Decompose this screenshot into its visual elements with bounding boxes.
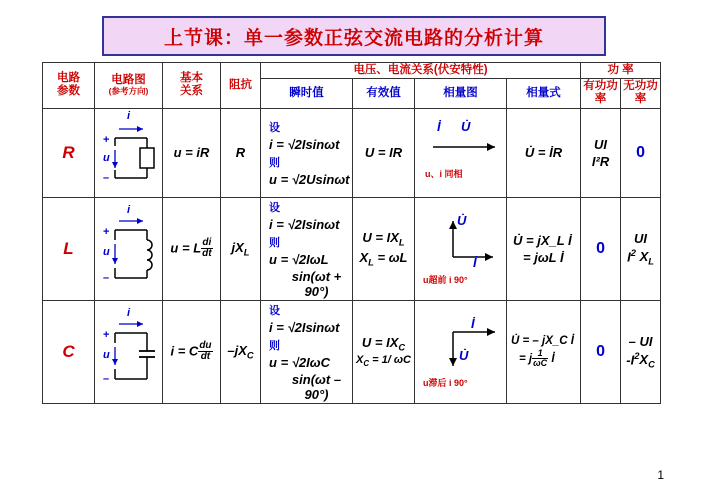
reactive-power-R: 0 (621, 108, 661, 197)
phasor-label-i-C: İ (471, 315, 475, 331)
header-phasor-diagram: 相量图 (415, 79, 507, 108)
circuit-diagram-C (95, 300, 163, 403)
instant-voltage-L: u = √2IωL (269, 251, 329, 267)
table-row (43, 300, 661, 403)
then-label-C: 则 (269, 339, 280, 352)
row-param-R: R (43, 108, 95, 197)
effective-L (353, 197, 415, 300)
circuit-minus-label-R: – (103, 171, 110, 184)
instantaneous-L (261, 197, 353, 300)
header-basic-relation: 基本 关系 (163, 63, 221, 109)
phasor-expression-C-line2: = j $\frac{1}{\omega C}$ İ (519, 347, 555, 369)
reactive-power-L (621, 197, 661, 300)
header-power-group: 功 率 (581, 63, 661, 79)
impedance-R: R (221, 108, 261, 197)
reactive-power-L-line2: $I^2$ $X_L$ (627, 247, 654, 267)
row-param-C: C (43, 300, 95, 403)
table-header-row-1 (43, 63, 661, 79)
basic-relation-R: u = iR (163, 108, 221, 197)
slide-title-box (102, 16, 606, 56)
phasor-note-R: u、i 同相 (425, 168, 463, 179)
circuit-minus-label-C: – (103, 372, 110, 385)
phasor-expression-C-line1: U̇ = – jX_C İ (511, 334, 574, 347)
phasor-label-u-L: U̇ (457, 212, 467, 228)
reactive-power-C (621, 300, 661, 403)
active-power-L: 0 (581, 197, 621, 300)
instantaneous-C (261, 300, 353, 403)
circuit-diagram-L (95, 197, 163, 300)
phasor-expression-L-line1: U̇ = jX_L İ (513, 232, 572, 248)
header-impedance: 阻抗 (221, 63, 261, 109)
reactive-power-C-line2: $-I^2X_C$ (626, 350, 655, 370)
phasor-expression-L-line2: = jωL İ (523, 249, 564, 265)
phasor-diagram-R (415, 108, 507, 197)
effective-C-line2: $X_C = 1/$ ωC (356, 354, 411, 369)
phasor-expression-L (507, 197, 581, 300)
header-circuit-diagram: 电路图 (参考方向) (95, 63, 163, 109)
instant-voltage-C: u = √2IωC (269, 354, 331, 370)
phasor-note-L: u超前 i 90° (423, 274, 468, 285)
active-power-R-line1: UI (594, 136, 608, 152)
circuit-current-label-L: i (127, 203, 131, 216)
circuit-current-label-R: i (127, 109, 131, 122)
header-phasor-expression: 相量式 (507, 79, 581, 108)
effective-C (353, 300, 415, 403)
phasor-label-u-C: U̇ (459, 347, 469, 363)
header-instantaneous: 瞬时值 (261, 79, 353, 108)
phasor-diagram-L (415, 197, 507, 300)
basic-relation-L: u = L $\frac{di}{dt}$ (163, 197, 221, 300)
page-number: 1 (657, 468, 664, 482)
effective-R: U = IR (353, 108, 415, 197)
phasor-note-C: u滞后 i 90° (423, 377, 468, 388)
effective-L-line2: $X_L = \omega L$ (359, 249, 408, 268)
instant-current-L: i = √2Isinωt (269, 216, 340, 232)
instant-voltage-phase-C: sin(ωt – 90°) (291, 371, 342, 402)
instant-voltage-phase-L: sin(ωt + 90°) (291, 268, 342, 299)
reactive-power-L-line1: UI (634, 230, 648, 246)
active-power-C: 0 (581, 300, 621, 403)
table-row (43, 197, 661, 300)
ac-circuit-summary-table (42, 62, 661, 404)
basic-relation-C: i = C $\frac{du}{dt}$ (163, 300, 221, 403)
phasor-diagram-C (415, 300, 507, 403)
circuit-voltage-label-R: u (103, 151, 110, 164)
page-title: 上节课：单一参数正弦交流电路的分析计算 (163, 27, 544, 49)
header-reactive-power: 无功功率 (621, 79, 661, 108)
header-active-power: 有功功率 (581, 79, 621, 108)
impedance-C: $-jX_C$ (221, 300, 261, 403)
active-power-R-line2: I²R (591, 153, 610, 169)
circuit-plus-label-R: + (103, 133, 110, 146)
instantaneous-R (261, 108, 353, 197)
phasor-label-u-R: U̇ (461, 118, 471, 134)
phasor-expression-C (507, 300, 581, 403)
circuit-minus-label-L: – (103, 271, 110, 284)
reactive-power-C-line1: – UI (628, 333, 653, 349)
instant-current-R: i = √2Isinωt (269, 136, 340, 152)
active-power-R (581, 108, 621, 197)
set-label-C: 设 (269, 304, 280, 317)
effective-C-line1: $U = IX_C$ (361, 334, 406, 353)
header-circuit-param: 电路 参数 (43, 63, 95, 109)
circuit-voltage-label-L: u (103, 245, 110, 258)
circuit-voltage-label-C: u (103, 348, 110, 361)
table-row (43, 108, 661, 197)
circuit-plus-label-C: + (103, 328, 110, 341)
row-param-L: L (43, 197, 95, 300)
phasor-label-i-R: İ (437, 118, 441, 134)
then-label-L: 则 (269, 236, 280, 249)
set-label-R: 设 (269, 121, 280, 134)
effective-L-line1: $U = IX_L$ (362, 230, 405, 248)
circuit-diagram-R (95, 108, 163, 197)
header-effective: 有效值 (353, 79, 415, 108)
circuit-current-label-C: i (127, 306, 131, 319)
phasor-label-i-L: İ (473, 254, 477, 270)
instant-voltage-R: u = √2Usinωt (269, 171, 350, 187)
phasor-expression-R: U̇ = İR (507, 108, 581, 197)
set-label-L: 设 (269, 201, 280, 214)
impedance-L: $jX_L$ (221, 197, 261, 300)
circuit-plus-label-L: + (103, 225, 110, 238)
header-voltage-current-group: 电压、电流关系(伏安特性) (261, 63, 581, 79)
instant-current-C: i = √2Isinωt (269, 319, 340, 335)
then-label-R: 则 (269, 156, 280, 169)
